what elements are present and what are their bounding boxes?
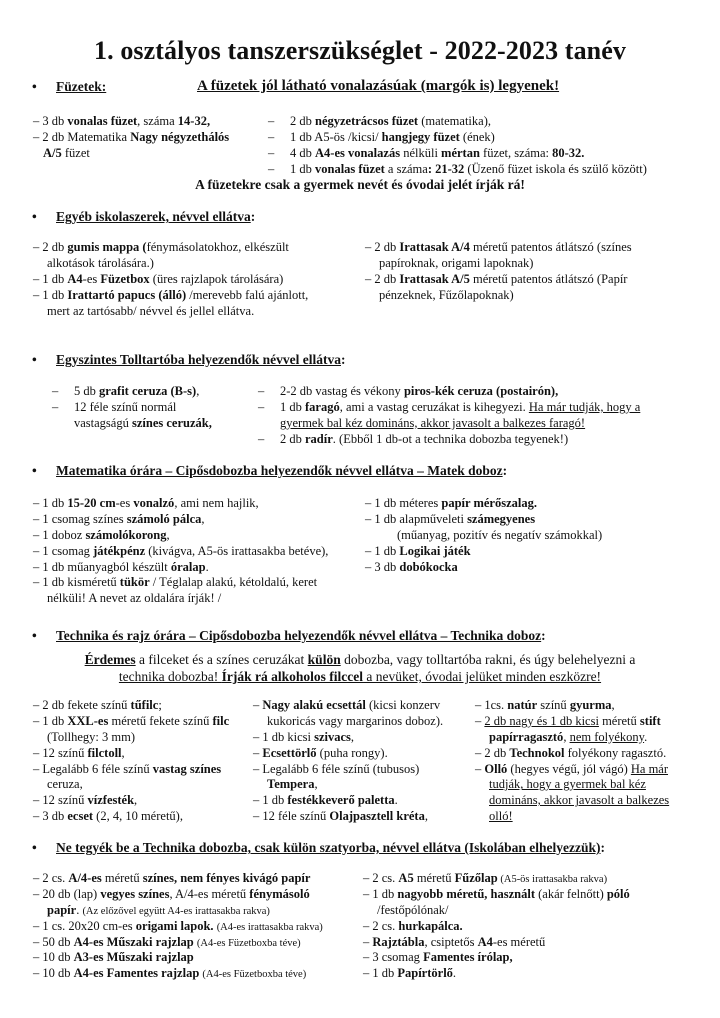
fuzetek-right-list bbox=[268, 114, 647, 178]
list-item: – 1 db Irattartó papucs (álló) /merevebb falú ajánlott, bbox=[33, 287, 309, 302]
section-tolltarto-heading: • Egyszintes Tolltartóba helyezendők névvel ellátva: bbox=[32, 352, 346, 367]
list-item: – 1 db műanyagból készült óralap. bbox=[33, 559, 209, 574]
list-item: – 1 db 15-20 cm-es vonalzó, ami nem hajlik, bbox=[33, 496, 259, 510]
egyeb-right-list bbox=[365, 240, 632, 304]
list-item: – 1 db vonalas füzet a száma: 21-32 (Üzenő füzet iskola és szülő között) bbox=[268, 161, 647, 176]
list-item: – 1 db Papírtörlő. bbox=[363, 966, 457, 981]
list-item: – 3 db dobókocka bbox=[365, 559, 458, 574]
list-item: gyermek bal kéz domináns, akkor javasolt a balkezes faragó! bbox=[280, 415, 586, 430]
list-item: – 2 db nagy és 1 db kicsi méretű stift bbox=[475, 713, 661, 728]
list-item: – 12 színű vízfesték, bbox=[33, 793, 138, 808]
list-item: /festőpólónak/ bbox=[377, 902, 449, 917]
list-item: – Legalább 6 féle színű vastag színes bbox=[33, 761, 222, 776]
list-item: – 1 db kisméretű tükör / Téglalap alakú, kétoldalú, keret bbox=[33, 575, 318, 590]
technika-col1-list bbox=[33, 698, 229, 825]
list-item: papíroknak, origami lapoknak) bbox=[379, 255, 534, 270]
matek-left-list bbox=[33, 496, 328, 607]
list-item: – Rajztábla, csiptetős A4-es méretű bbox=[363, 934, 546, 949]
list-item: – 20 db (lap) vegyes színes, A/4-es méretű fénymásoló bbox=[33, 886, 310, 901]
list-item: tudják, hogy a gyermek bal kéz bbox=[489, 777, 646, 792]
section-technika-label: Technika és rajz órára – Cipősdobozba helyezendők névvel ellátva – Technika doboz bbox=[56, 628, 542, 643]
list-item: nélküli! A nevet az oldalára írják! / bbox=[47, 591, 222, 606]
list-item: – 12 féle színű Olajpasztell kréta, bbox=[253, 809, 428, 824]
list-item: – 1 doboz számolókorong, bbox=[33, 527, 170, 542]
list-item: olló! bbox=[489, 809, 513, 824]
list-item: – 12 féle színű normál bbox=[52, 399, 177, 414]
list-item: – 1 db kicsi szivacs, bbox=[253, 729, 355, 744]
list-item: – 1 csomag játékpénz (kivágva, A5-ös irattasakba betéve), bbox=[33, 543, 329, 558]
list-item: – 1 cs. 20x20 cm-es origami lapok. (A4-es irattasakba rakva) bbox=[33, 918, 323, 933]
list-item: – Ecsettörlő (puha rongy). bbox=[253, 745, 388, 760]
list-item: – 1 db alapműveleti számegyenes bbox=[365, 511, 536, 526]
list-item: – 1 csomag színes számoló pálca, bbox=[33, 511, 205, 526]
section-matek-label: Matematika órára – Cipősdobozba helyezendők névvel ellátva – Matek doboz bbox=[56, 463, 503, 478]
list-item: – 2 db fekete színű tűfilc; bbox=[33, 698, 162, 712]
list-item: – 2 db négyzetrácsos füzet (matematika), bbox=[268, 114, 491, 128]
technika-col3-list bbox=[475, 698, 669, 825]
list-item: – 1 db festékkeverő paletta. bbox=[253, 793, 398, 808]
technika-col2-list bbox=[253, 698, 443, 825]
egyeb-left-list bbox=[33, 240, 308, 319]
list-item: – Olló (hegyes végű, jól vágó) Ha már bbox=[475, 761, 669, 776]
list-item: – Legalább 6 féle színű (tubusos) bbox=[253, 761, 420, 776]
list-item: – 2 db Irattasak A/4 méretű patentos átlátszó (színes bbox=[365, 240, 632, 254]
matek-right-list bbox=[365, 496, 602, 575]
list-item: domináns, akkor javasolt a balkezes bbox=[489, 793, 670, 808]
list-item: – 4 db A4-es vonalazás nélküli mértan füzet, száma: 80-32. bbox=[268, 145, 585, 160]
list-item: – 1 db faragó, ami a vastag ceruzákat is kihegyezi. Ha már tudják, hogy a bbox=[258, 399, 641, 414]
list-item: – 2-2 db vastag és vékony piros-kék ceruza (postairón), bbox=[258, 384, 559, 398]
list-item: – 3 db vonalas füzet, száma 14-32, bbox=[33, 114, 211, 128]
section-fuzetek-label: Füzetek: bbox=[56, 79, 107, 94]
section-szatyor-heading: • Ne tegyék be a Technika dobozba, csak külön szatyorba, névvel ellátva (Iskolában elhelyezzük): bbox=[32, 840, 606, 855]
list-item: – 2 cs. A/4-es méretű színes, nem fényes kivágó papír bbox=[33, 871, 311, 885]
bullet: • bbox=[32, 79, 37, 94]
list-item: – 1 db méteres papír mérőszalag. bbox=[365, 496, 537, 510]
section-matek-heading: • Matematika órára – Cipősdobozba helyezendők névvel ellátva – Matek doboz: bbox=[32, 463, 508, 478]
section-egyeb-heading: • Egyéb iskolaszerek, névvel ellátva: bbox=[32, 209, 256, 224]
list-item: – 2 db Irattasak A/5 méretű patentos átlátszó (Papír bbox=[365, 271, 628, 286]
list-item: A/5 füzet bbox=[43, 145, 90, 160]
list-item: – 10 db A3-es Műszaki rajzlap bbox=[33, 950, 194, 965]
list-item: papír. (Az előzővel együtt A4-es irattasakba rakva) bbox=[47, 902, 270, 917]
list-item: – 12 színű filctoll, bbox=[33, 745, 125, 760]
list-item: kukoricás vagy margarinos doboz). bbox=[267, 713, 444, 728]
list-item: mert az tartósabb/ névvel és jellel ellátva. bbox=[47, 303, 255, 318]
list-item: – Nagy alakú ecsettál (kicsi konzerv bbox=[253, 698, 441, 712]
list-item: papírragasztó, nem folyékony. bbox=[489, 729, 648, 744]
list-item: – 3 csomag Famentes írólap, bbox=[363, 950, 513, 965]
szatyor-right-list bbox=[363, 871, 630, 982]
list-item: vastagságú színes ceruzák, bbox=[74, 415, 212, 430]
list-item: – 2 cs. hurkapálca. bbox=[363, 918, 463, 933]
list-item: – 2 db gumis mappa (fénymásolatokhoz, elkészült bbox=[33, 240, 289, 254]
tolltarto-right-list bbox=[258, 384, 640, 448]
section-szatyor-label: Ne tegyék be a Technika dobozba, csak külön szatyorba, névvel ellátva (Iskolában elhelyezzük) bbox=[56, 840, 601, 855]
list-item: – 10 db A4-es Famentes rajzlap (A4-es Füzetboxba téve) bbox=[33, 966, 307, 981]
list-item: – 3 db ecset (2, 4, 10 méretű), bbox=[33, 809, 183, 824]
section-tolltarto-label: Egyszintes Tolltartóba helyezendők névvel ellátva bbox=[56, 352, 341, 367]
list-item: – 5 db grafit ceruza (B-s), bbox=[52, 384, 200, 398]
list-item: ceruza, bbox=[47, 777, 83, 792]
szatyor-left-list bbox=[33, 871, 323, 982]
list-item: pénzeknek, Fűzőlapoknak) bbox=[379, 287, 514, 302]
page-title: 1. osztályos tanszerszükséglet - 2022-2023 tanév bbox=[94, 36, 626, 65]
section-egyeb-label: Egyéb iskolaszerek, névvel ellátva bbox=[56, 209, 251, 224]
list-item: – 1cs. natúr színű gyurma, bbox=[475, 698, 615, 712]
list-item: – 1 db nagyobb méretű, használt (akár felnőtt) póló bbox=[363, 886, 630, 901]
list-item: – 1 db A5-ös /kicsi/ hangjegy füzet (ének) bbox=[268, 129, 495, 144]
fuzetek-note: A füzetek jól látható vonalazásúak (margók is) legyenek! bbox=[197, 78, 560, 94]
list-item: (műanyag, pozitív és negatív számokkal) bbox=[397, 527, 603, 542]
list-item: – 1 db XXL-es méretű fekete színű filc bbox=[33, 713, 230, 728]
list-item: – 2 cs. A5 méretű Fűzőlap (A5-ös irattasakba rakva) bbox=[363, 871, 608, 885]
tolltarto-left-list bbox=[52, 384, 212, 432]
section-fuzetek-heading bbox=[32, 78, 106, 95]
list-item: Tempera, bbox=[267, 777, 318, 792]
list-item: (Tollhegy: 3 mm) bbox=[47, 729, 136, 744]
list-item: alkotások tárolására.) bbox=[47, 255, 154, 270]
list-item: – 1 db Logikai játék bbox=[365, 543, 471, 558]
fuzetek-left-list bbox=[33, 114, 229, 162]
technika-notice: Érdemes a filceket és a színes ceruzákat külön dobozba, vagy tolltartóba rakni, és úgy belehelyezni a technika dobozba! Írják rá alkoholos filccel a nevüket, óvodai jelüket minden eszközre! bbox=[84, 652, 636, 685]
list-item: – 50 db A4-es Műszaki rajzlap (A4-es Füzetboxba téve) bbox=[33, 934, 301, 949]
section-technika-heading: • Technika és rajz órára – Cipősdobozba helyezendők névvel ellátva – Technika doboz: bbox=[32, 628, 546, 643]
list-item: – 2 db radír. (Ebből 1 db-ot a technika dobozba tegyenek!) bbox=[258, 431, 569, 446]
fuzetek-footer-note: A füzetekre csak a gyermek nevét és óvodai jelét írják rá! bbox=[195, 177, 525, 192]
list-item: – 1 db A4-es Füzetbox (üres rajzlapok tárolására) bbox=[33, 271, 284, 286]
list-item: – 2 db Matematika Nagy négyzethálós bbox=[33, 129, 230, 144]
list-item: – 2 db Technokol folyékony ragasztó. bbox=[475, 745, 667, 760]
